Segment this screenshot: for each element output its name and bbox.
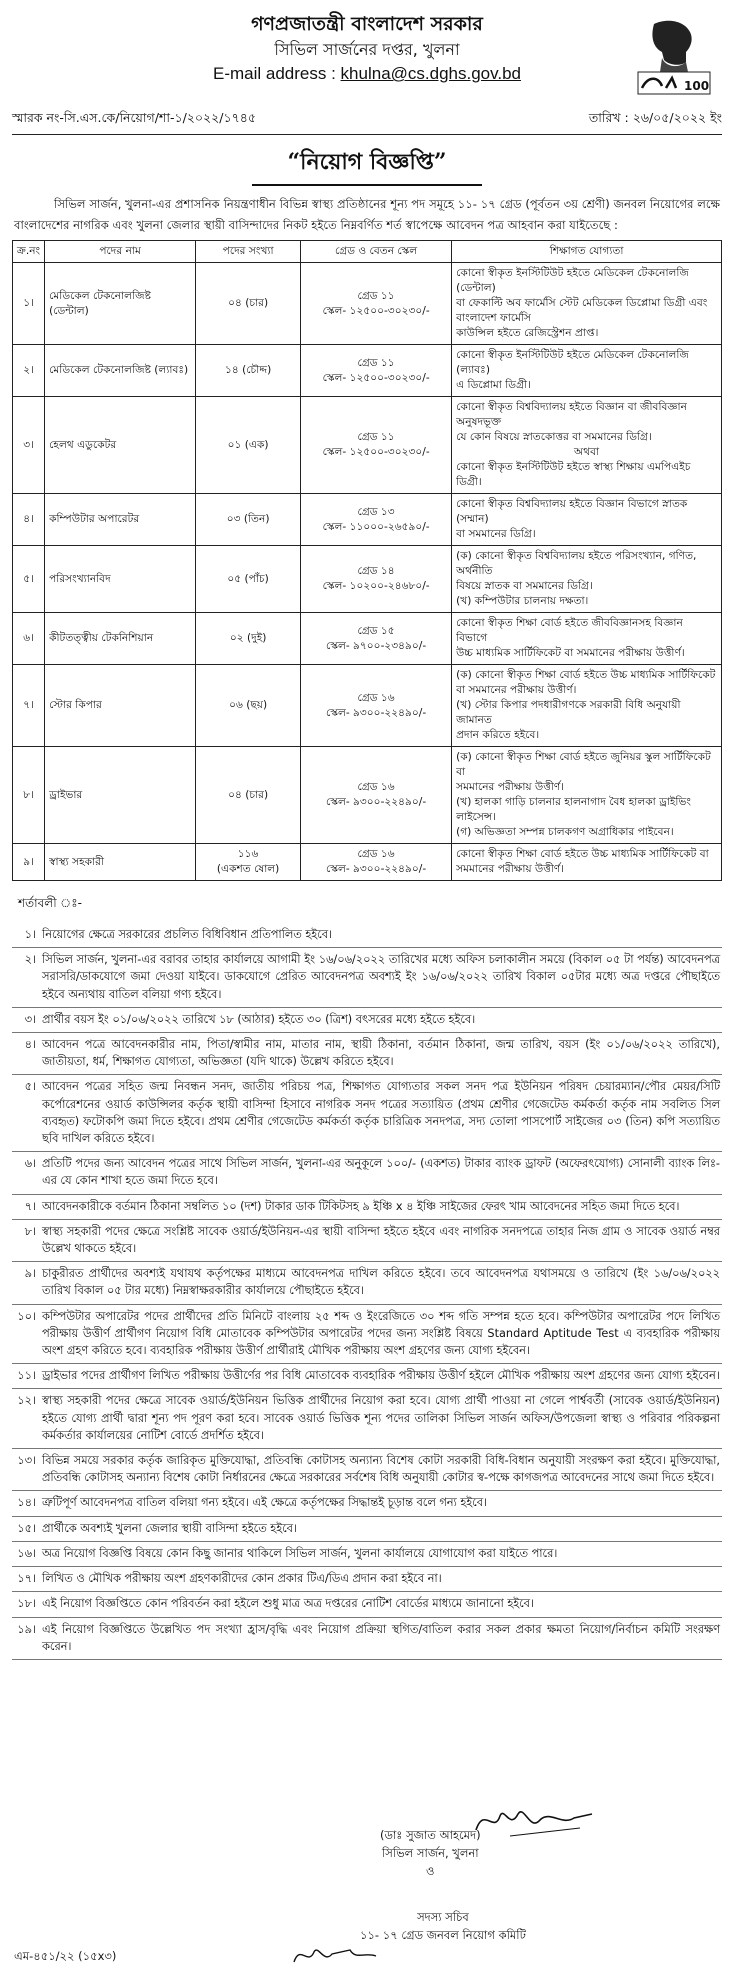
cell-grade-scale (301, 546, 452, 613)
svg-text:100: 100 (684, 79, 710, 93)
count-value: ০৩ (তিন) (226, 513, 270, 525)
col-post-count: পদের সংখ্যা (196, 241, 301, 263)
cell-grade-scale (301, 665, 452, 747)
vacancy-rows (13, 263, 722, 881)
cell-serial: ৮। (13, 747, 45, 844)
intro-paragraph: সিভিল সার্জন, খুলনা-এর প্রশাসনিক নিয়ন্ত্রণাধীন বিভিন্ন স্বাস্থ্য প্রতিষ্ঠানের শূন্য পদ সমূহে ১১- ১৭ গ্রেড (পূর্বতন ৩য় শ্রেণী) জনবল নিয়োগের লক্ষে বাংলাদেশের নাগরিক এবং খুলনা জেলার স্থায়ী বাসিন্দাদের নিকট হইতে নিম্নবর্ণিত শর্ত স্বাপেক্ষে আবেদন পত্র আহবান করা যাইতেছে : (14, 197, 720, 232)
cell-qualification (452, 844, 722, 881)
qualification-line: কোনো স্বীকৃত বিশ্ববিদ্যালয় হইতে বিজ্ঞান বিভাগে স্নাতক (সম্মান) (456, 498, 688, 525)
cell-serial: ৪। (13, 494, 45, 546)
conditions-title: শর্তাবলী ঃ- (18, 896, 82, 910)
condition-text: কম্পিউটার অপারেটর পদের প্রার্থীদের প্রতি মিনিটে বাংলায় ২৫ শব্দ ও ইংরেজিতে ৩০ শব্দ গতি সম্পন্ন হতে হবে। কম্পিউটার অপারেটর পদে লিখিত পরীক্ষায় উত্তীর্ণ প্রার্থীগণ নিয়োগ বিধি মোতাবেক কম্পিউটার অপারেটর পদের জন্য সংশ্লিষ্ট বিষয়ে Standard Aptitude Test এ ব্যবহারিক পরীক্ষায় অংশ গ্রহণ করিতে হবে। ব্যবহারিক পরীক্ষায় উত্তীর্ণ প্রার্থীরাই মৌখিক পরীক্ষায় অংশ গ্রহণের জন্য যোগ্য হইবেন। (42, 1309, 720, 1358)
count-words: (একশত ষোল) (216, 863, 280, 875)
scale-value: স্কেল- ১০২০০-২৪৬৮০/- (322, 580, 430, 592)
qualification-line: (ক) কোনো স্বীকৃত শিক্ষা বোর্ড হইতে জুনিয়র স্কুল সার্টিফিকেট বা (456, 751, 711, 778)
condition-number: ১। (24, 928, 36, 941)
condition-number: ৮। (24, 1224, 36, 1238)
grade-value: গ্রেড ১৫ (357, 624, 395, 637)
qualification-line: যে কোন বিষয়ে স্নাতকোত্তর বা সমমানের ডিগ্রি। (456, 431, 652, 443)
condition-text: সিভিল সার্জন, খুলনা-এর বরাবর তাহার কার্যালয়ে আগামী ইং ১৬/০৬/২০২২ তারিখের মধ্যে অফিস চলাকালীন সময়ে (বিকাল ০৫ টা পর্যন্ত) আবেদনপত্র সরাসরি/ডাকযোগে জমা দেওয়া যাইবে। ডাকযোগে প্রেরিত আবেদনপত্র অবশ্যই ইং ১৬/০৬/২০২২ তারিখ বিকাল ০৫টার মধ্যে অত্র দপ্তরে পৌছাইতে হইবে অন্যথায় বাতিল বলিয়া গণ্য হইবে। (42, 953, 720, 1001)
cell-grade-scale (301, 345, 452, 397)
condition-item (12, 1220, 722, 1262)
qualification-line: বা সমমানের পরীক্ষায় উত্তীর্ণ। (456, 684, 577, 696)
condition-item (12, 1195, 722, 1220)
condition-number: ১১। (17, 1369, 36, 1383)
count-value: ০৪ (চার) (228, 788, 269, 801)
condition-text: স্বাস্থ্য সহকারী পদের ক্ষেত্রে সাবেক ওয়ার্ড/ইউনিয়ন ভিত্তিক প্রার্থীদের নিয়োগ করা হবে। যোগ্য প্রার্থী পাওয়া না গেলে পার্শ্ববর্তী (সাবেক ওয়ার্ড/ইউনিয়ন) হইতে যোগ্য প্রার্থী দ্বারা শূন্য পদ পূরণ করা হবে। সাবেক ওয়ার্ড ভিত্তিক শূন্য পদের তালিকা সিভিল সার্জন অফিস/উপজেলা স্বাস্থ্য ও পরিবার পরিকল্পনা কর্মকর্তার কার্যালয়ের নোটিশ বোর্ডে প্রদর্শিত হইবে। (42, 1394, 720, 1442)
conditions-list (12, 923, 722, 1660)
condition-number: ১৩। (17, 1454, 36, 1468)
condition-text: আবেদনকারীকে বর্তমান ঠিকানা সম্বলিত ১০ (দশ) টাকার ডাক টিকিটসহ ৯ ইঞ্চি x ৪ ইঞ্চি সাইজের ফেরৎ খাম আবেদনের সহিত জমা দিতে হবে। (42, 1199, 680, 1213)
scale-value: স্কেল- ৯৩০০-২২৪৯০/- (326, 863, 427, 875)
signatory-designation: সিভিল সার্জন, খুলনা (381, 1846, 479, 1860)
condition-number: ১৯। (17, 1622, 36, 1636)
condition-number: ৬। (24, 1157, 36, 1171)
condition-text: এই নিয়োগ বিজ্ঞপ্তিতে উল্লেখিত পদ সংখ্যা হ্রাস/বৃদ্ধি এবং নিয়োগ প্রক্রিয়া স্থগিত/বাতিল করার সকল প্রকার ক্ষমতা নিয়োগ/নির্বাচন কমিটি সংরক্ষণ করেন। (42, 1622, 720, 1653)
scale-value: স্কেল- ১২৫০০-৩০২৩০/- (322, 371, 430, 384)
scale-value: স্কেল- ৯৩০০-২২৪৯০/- (326, 796, 427, 808)
condition-item (12, 1542, 722, 1567)
condition-number: ১৬। (17, 1546, 36, 1560)
condition-item (12, 1033, 722, 1075)
cell-serial: ৩। (13, 397, 45, 494)
cell-grade-scale (301, 494, 452, 546)
qualification-line: কোনো স্বীকৃত ইনস্টিটিউট হইতে স্বাস্থ্য শিক্ষায় এমপিএইচ ডিগ্রী। (456, 461, 691, 488)
cell-qualification (452, 494, 722, 546)
scale-value: স্কেল- ১২৫০০-৩০২৩০/- (322, 304, 430, 317)
condition-number: ১৫। (17, 1521, 36, 1535)
count-value: ০৫ (পাঁচ) (227, 572, 269, 585)
condition-text: প্রার্থীর বয়স ইং ০১/০৬/২০২২ তারিখে ১৮ (আঠার) হইতে ৩০ (ত্রিশ) বৎসরের মধ্যে হইতে হইবে। (42, 1012, 476, 1026)
qualification-line: কোনো স্বীকৃত শিক্ষা বোর্ড হইতে উচ্চ মাধ্যমিক সার্টিফিকেট বা (456, 848, 709, 860)
cell-post-name: হেলথ এডুকেটর (45, 397, 196, 494)
condition-item (12, 1592, 722, 1617)
condition-text: অত্র নিয়োগ বিজ্ঞপ্তি বিষয়ে কোন কিছু জানার থাকিলে সিভিল সার্জন, খুলনা কার্যালয়ে যোগাযোগ করা যাইতে পারে। (42, 1546, 558, 1560)
scale-value: স্কেল- ৯৩০০-২২৪৯০/- (326, 706, 427, 719)
condition-item (12, 1389, 722, 1449)
qualification-line: সমমানের পরীক্ষায় উত্তীর্ণ। (456, 781, 565, 793)
qualification-line: বিষয়ে স্নাতক বা সমমানের ডিগ্রি। (456, 580, 593, 592)
condition-item (12, 1262, 722, 1304)
qualification-line: কোনো স্বীকৃত ইনস্টিটিউট হইতে মেডিকেল টেকনোলজি (ল্যাবঃ) (456, 349, 689, 376)
condition-text: এই নিয়োগ বিজ্ঞপ্তিতে কোন পরিবর্তন করা হইলে শুধু মাত্র অত্র দপ্তরের নোটিশ বোর্ডের মাধ্যমে জানানো হইবে। (42, 1597, 535, 1611)
cell-qualification (452, 546, 722, 613)
cell-grade-scale (301, 747, 452, 844)
cell-post-name: স্টোর কিপার (45, 665, 196, 747)
condition-text: স্বাস্থ্য সহকারী পদের ক্ষেত্রে সংশ্লিষ্ট সাবেক ওয়ার্ড/ইউনিয়ন-এর স্থায়ী বাসিন্দা হইতে হইবে এবং নাগরিক সনদপত্রে তাহার নিজ গ্রাম ও সাবেক ওয়ার্ড নম্বর উল্লেখ থাকতে হইবে। (42, 1224, 720, 1256)
condition-text: আবেদন পত্রের সহিত জন্ম নিবন্ধন সনদ, জাতীয় পরিচয় পত্র, শিক্ষাগত যোগ্যতার সকল সনদ পত্র ইউনিয়ন পরিষদ চেয়ারম্যান/পৌর মেয়র/সিটি কর্পোরেশনের ওয়ার্ড কাউন্সিলর কর্তৃক স্থায়ী বাসিন্দা হিসাবে নাগরিক সনদ পত্রের সত্যায়িত (প্রথম শ্রেণীর গেজেটেড কর্মকর্তা কর্তৃক নাম সবলিত সিল ব্যবহৃত) ফটোকপি জমা দিতে হইবে। প্রথম শ্রেণীর গেজেটেড কর্মকর্তা কর্তৃক চারিত্রিক সনদপত্র, সদ্য তোলা পাসপোর্ট সাইজের ০৩ (তিন) কপি সত্যায়িত ছবি দাখিল করিতে হইবে। (42, 1080, 720, 1146)
cell-qualification (452, 263, 722, 345)
qualification-line: বা ফেকাল্টি অব ফার্মেসি স্টেট মেডিকেল ডিপ্লোমা ডিগ্রী এবং বাংলাদেশ ফার্মেসি (456, 297, 708, 324)
email-line (12, 64, 722, 84)
cell-post-count (196, 665, 301, 747)
cell-qualification (452, 397, 722, 494)
qualification-line: প্রদান করিতে হইবে। (456, 729, 540, 741)
condition-number: ৯। (24, 1267, 36, 1281)
vacancy-table (12, 240, 722, 881)
memo-number: স্মারক নং-সি.এস.কে/নিয়োগ/শা-১/২০২২/১৭৪৫ (12, 110, 256, 125)
table-row (13, 345, 722, 397)
cell-serial: ৫। (13, 546, 45, 613)
condition-item (12, 1008, 722, 1033)
cell-post-name: কীটতত্ত্বীয় টেকনিশিয়ান (45, 613, 196, 665)
notice-date: তারিখ : ২৬/০৫/২০২২ ইং (588, 110, 722, 125)
cell-post-count (196, 494, 301, 546)
cell-qualification (452, 613, 722, 665)
condition-number: ৭। (24, 1199, 36, 1213)
condition-text: আবেদন পত্রে আবেদনকারীর নাম, পিতা/স্বামীর নাম, মাতার নাম, স্থায়ী ঠিকানা, বর্তমান ঠিকানা, জন্ম তারিখ, বয়স (ইং ০১/০৬/২০২২ তারিখে), জাতীয়তা, ধর্ম, শিক্ষাগত যোগ্যতা, অভিজ্ঞতা (যদি থাকে) উল্লেখ করিতে হইবে। (42, 1038, 720, 1069)
signatory-name: (ডাঃ সুজাত আহমেদ) (380, 1828, 481, 1842)
cell-grade-scale (301, 263, 452, 345)
condition-item (12, 923, 722, 948)
signature-block (0, 1800, 734, 1972)
condition-number: ৩। (24, 1012, 36, 1026)
cell-post-count (196, 613, 301, 665)
cell-serial: ৯। (13, 844, 45, 881)
cell-qualification (452, 345, 722, 397)
table-row (13, 665, 722, 747)
condition-item (12, 1364, 722, 1389)
scale-value: স্কেল- ১১০০০-২৬৫৯০/- (322, 520, 430, 533)
qualification-line: (ক) কোনো স্বীকৃত শিক্ষা বোর্ড হইতে উচ্চ মাধ্যমিক সার্টিফিকেট (456, 669, 716, 681)
condition-text: বিভিন্ন সময়ে সরকার কর্তৃক জারিকৃত মুক্তিযোদ্ধা, প্রতিবন্ধি কোটাসহ অন্যান্য বিশেষ কোটা সরকারী বিধি-বিধান অনুযায়ী সংরক্ষণ করা হইবে। মুক্তিযোদ্ধা, প্রতিবন্ধি কোটাসহ অন্যান্য বিশেষ কোটা নির্ধারনের ক্ষেত্রে সরকারের সর্বশেষ বিধি অনুযায়ী কোটার স্ব-পক্ষে কাগজপত্র আবেদনের সাথে জমা দিতে হইবে। (42, 1454, 720, 1485)
condition-item (12, 1618, 722, 1660)
email-link[interactable]: khulna@cs.dghs.gov.bd (340, 64, 521, 83)
table-header-row (13, 241, 722, 263)
cell-serial: ১। (13, 263, 45, 345)
qualification-line: কোনো স্বীকৃত বিশ্ববিদ্যালয় হইতে বিজ্ঞান বা জীববিজ্ঞান অনুষদভূক্ত (456, 401, 687, 428)
cell-serial: ৬। (13, 613, 45, 665)
condition-number: ১৮। (17, 1597, 36, 1611)
cell-qualification (452, 665, 722, 747)
col-qualification: শিক্ষাগত যোগ্যতা (452, 241, 722, 263)
col-serial: ক্র.নং (13, 241, 45, 263)
government-name: গণপ্রজাতন্ত্রী বাংলাদেশ সরকার (251, 13, 483, 35)
grade-value: গ্রেড ১৪ (357, 565, 395, 577)
email-label: E-mail address : (212, 64, 336, 83)
condition-item (12, 1491, 722, 1516)
grade-value: গ্রেড ১১ (357, 289, 395, 302)
qualification-line: অথবা (574, 446, 600, 458)
condition-text: ত্রুটিপূর্ণ আবেদনপত্র বাতিল বলিয়া গন্য হইবে। এই ক্ষেত্রে কর্তৃপক্ষের সিদ্ধান্তই চূড়ান্ত বলে গন্য হইবে। (42, 1496, 488, 1510)
cell-post-name: পরিসংখ্যানবিদ (45, 546, 196, 613)
condition-text: ড্রাইভার পদের প্রার্থীগণ লিখিত পরীক্ষায় উত্তীর্ণের পর বিধি মোতাবেক ব্যবহারিক পরীক্ষায় উত্তীর্ণ হইলে মৌখিক পরীক্ষায় অংশ গ্রহণের জন্য যোগ্য হইবেন। (42, 1369, 720, 1383)
condition-item (12, 1517, 722, 1542)
condition-number: ৪। (24, 1038, 36, 1052)
mujib-borsho-logo (632, 18, 716, 98)
condition-text: প্রার্থীকে অবশ্যই খুলনা জেলার স্থায়ী বাসিন্দা হইতে হইবে। (42, 1521, 297, 1535)
cell-post-name: মেডিকেল টেকনোলজিষ্ট (ডেন্টাল) (45, 263, 196, 345)
qualification-line: (গ) অভিজ্ঞতা সম্পন্ন চালকগণ অগ্রাধিকার পাইবেন। (456, 826, 674, 838)
condition-number: ২। (24, 953, 36, 967)
condition-text: প্রতিটি পদের জন্য আবেদন পত্রের সাথে সিভিল সার্জন, খুলনা-এর অনুকূলে ১০০/- (একশত) টাকার ব্যাংক ড্রাফট (অফেরৎযোগ্য) সোনালী ব্যাংক লিঃ-এর যে কোন শাখা হতে জমা দিতে হবে। (42, 1157, 720, 1188)
table-row (13, 494, 722, 546)
cell-post-count (196, 546, 301, 613)
col-post-name: পদের নাম (45, 241, 196, 263)
grade-value: গ্রেড ১৬ (357, 781, 395, 793)
member-secretary: সদস্য সচিব (417, 1910, 469, 1924)
condition-number: ১৭। (17, 1572, 36, 1586)
table-row (13, 546, 722, 613)
condition-number: ৫। (24, 1080, 36, 1094)
qualification-line: বা সমমানের ডিগ্রি। (456, 528, 536, 540)
qualification-line: উচ্চ মাধ্যমিক সার্টিফিকেট বা সমমানের পরীক্ষায় উত্তীর্ণ। (456, 647, 685, 659)
cell-post-name: ড্রাইভার (45, 747, 196, 844)
grade-value: গ্রেড ১১ (357, 356, 395, 369)
count-value: ০৪ (চার) (228, 297, 269, 309)
scale-value: স্কেল- ৯৭০০-২৩৪৯০/- (326, 639, 427, 652)
cell-post-name: স্বাস্থ্য সহকারী (45, 844, 196, 881)
grade-value: গ্রেড ১৬ (357, 848, 395, 860)
cell-post-count (196, 263, 301, 345)
grade-value: গ্রেড ১১ (357, 431, 395, 443)
count-value: ১৪ (চৌদ্দ) (224, 364, 272, 376)
qualification-line: এ ডিপ্লোমা ডিগ্রী। (456, 379, 531, 391)
condition-number: ১২। (17, 1394, 36, 1408)
condition-item (12, 1305, 722, 1365)
office-name: সিভিল সার্জনের দপ্তর, খুলনা (274, 40, 460, 59)
qualification-line: কোনো স্বীকৃত ইনস্টিটিউট হইতে মেডিকেল টেকনোলজি (ডেন্টাল) (456, 267, 689, 294)
signatory (380, 1826, 481, 1880)
cell-qualification (452, 747, 722, 844)
table-row (13, 747, 722, 844)
cell-serial: ৭। (13, 665, 45, 747)
initial-signature-image (290, 1940, 380, 1970)
qualification-line: (খ) হালকা গাড়ি চালনার হালনাগাদ বৈধ হালকা ড্রাইভিং লাইসেন্স। (456, 796, 691, 823)
table-row (13, 263, 722, 345)
condition-item (12, 1152, 722, 1194)
count-value: ০২ (দুই) (229, 632, 267, 644)
condition-item (12, 1075, 722, 1152)
cell-grade-scale (301, 397, 452, 494)
count-value: ১১৬ (237, 848, 259, 860)
count-value: ০১ (এক) (227, 438, 269, 451)
qualification-line: (খ) স্টোর কিপার পদধারীগণকে সরকারী বিধি অনুযায়ী জামানত (456, 699, 681, 726)
cell-post-name: কম্পিউটার অপারেটর (45, 494, 196, 546)
table-row (13, 844, 722, 881)
cell-post-count (196, 747, 301, 844)
committee-name: ১১- ১৭ গ্রেড জনবল নিয়োগ কমিটি (360, 1928, 526, 1942)
qualification-line: (খ) কম্পিউটার চালনায় দক্ষতা। (456, 595, 589, 607)
qualification-line: (ক) কোনো স্বীকৃত বিশ্ববিদ্যালয় হইতে পরিসংখ্যান, গণিত, অর্থনীতি (456, 550, 697, 577)
condition-number: ১০। (17, 1309, 36, 1323)
cell-post-count (196, 397, 301, 494)
cell-grade-scale (301, 844, 452, 881)
signature-image (470, 1800, 600, 1840)
notice-title: “নিয়োগ বিজ্ঞপ্তি” (252, 145, 482, 186)
condition-item (12, 1567, 722, 1592)
letterhead (12, 12, 722, 104)
condition-text: লিখিত ও মৌখিক পরীক্ষায় অংশ গ্রহণকারীদের কোন প্রকার টিএ/ডিএ প্রদান করা হইবে না। (42, 1572, 442, 1586)
scale-value: স্কেল- ১২৫০০-৩০২৩০/- (322, 446, 430, 458)
count-value: ০৬ (ছয়) (229, 699, 268, 711)
cell-post-name: মেডিকেল টেকনোলজিষ্ট (ল্যাবঃ) (45, 345, 196, 397)
qualification-line: কোনো স্বীকৃত শিক্ষা বোর্ড হইতে জীববিজ্ঞানসহ বিজ্ঞান বিভাগে (456, 617, 683, 644)
signatory-and: ও (426, 1864, 435, 1878)
cell-post-count (196, 345, 301, 397)
cell-serial: ২। (13, 345, 45, 397)
col-grade-scale: গ্রেড ও বেতন স্কেল (301, 241, 452, 263)
cell-post-count (196, 844, 301, 881)
committee-signatory (360, 1908, 526, 1944)
condition-item (12, 1449, 722, 1491)
condition-text: চাকুরীরত প্রার্থীদের অবশ্যই যথাযথ কর্তৃপক্ষের মাধ্যমে আবেদনপত্র দাখিল করিতে হইবে। তবে আবেদনপত্র যথাসময়ে ও তারিখে (ইং ১৬/০৬/২০২২ তারিখ বিকাল ০৫ টার মধ্যে) নিম্নস্বাক্ষরকারীর কার্যালয়ে পৌছাইতে হইবে। (42, 1267, 720, 1298)
condition-number: ১৪। (17, 1496, 36, 1510)
table-row (13, 397, 722, 494)
grade-value: গ্রেড ১৬ (357, 691, 395, 704)
reference-line (12, 108, 722, 135)
condition-text: নিয়োগের ক্ষেত্রে সরকারের প্রচলিত বিধিবিধান প্রতিপালিত হইবে। (42, 928, 333, 941)
table-row (13, 613, 722, 665)
grade-value: গ্রেড ১৩ (357, 505, 395, 518)
footer-memo: এম-৪৫১/২২ (১৫x৩) (14, 1949, 117, 1963)
condition-item (12, 948, 722, 1008)
qualification-line: কাউন্সিল হইতে রেজিস্ট্রেশন প্রাপ্ত। (456, 327, 599, 339)
qualification-line: সমমানের পরীক্ষায় উত্তীর্ণ। (456, 863, 565, 875)
cell-grade-scale (301, 613, 452, 665)
